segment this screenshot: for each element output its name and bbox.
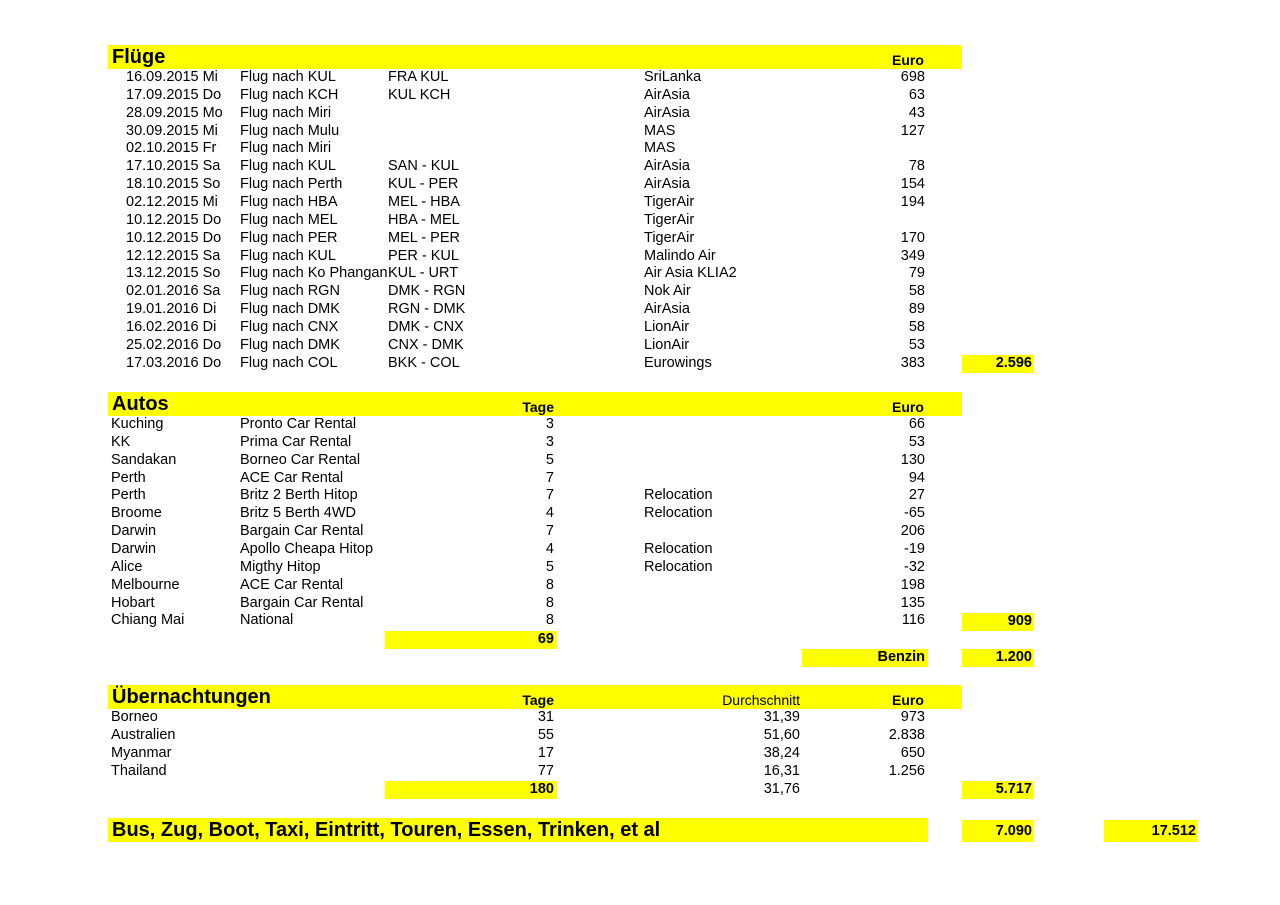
car-company: Britz 2 Berth Hitop — [240, 487, 358, 504]
flight-date: 18.10.2015 So — [126, 176, 221, 193]
car-euro: 130 — [900, 451, 925, 468]
flight-route: FRA KUL — [388, 69, 449, 85]
car-note: Relocation — [644, 540, 713, 557]
flight-route: KUL - PER — [388, 176, 459, 193]
flight-euro: 154 — [900, 176, 925, 193]
flight-date: 12.12.2015 Sa — [126, 247, 221, 264]
flight-airline: AirAsia — [644, 158, 690, 175]
flight-euro: 79 — [908, 265, 925, 282]
stays-total: 5.717 — [995, 781, 1032, 797]
flight-description: Flug nach KUL — [240, 69, 336, 85]
stay-country: Borneo — [111, 709, 158, 725]
stays-euro-header: Euro — [892, 692, 924, 708]
car-days: 7 — [545, 523, 554, 540]
flight-description: Flug nach PER — [240, 229, 338, 246]
stay-average: 31,39 — [763, 709, 800, 725]
car-company: Apollo Cheapa Hitop — [240, 540, 374, 557]
car-place: Alice — [111, 558, 143, 575]
flight-description: Flug nach KUL — [240, 247, 336, 264]
stay-country: Australien — [111, 726, 176, 743]
car-place: Melbourne — [111, 576, 180, 593]
flight-date: 28.09.2015 Mo — [126, 104, 223, 121]
flight-airline: Nok Air — [644, 283, 691, 300]
flight-description: Flug nach DMK — [240, 301, 340, 318]
misc-total: 7.090 — [995, 823, 1032, 839]
flight-route: DMK - CNX — [388, 318, 464, 335]
car-place: Sandakan — [111, 451, 177, 468]
flight-description: Flug nach Mulu — [240, 122, 340, 139]
flight-airline: AirAsia — [644, 301, 690, 318]
stay-days: 55 — [537, 726, 554, 743]
car-euro: 116 — [901, 612, 925, 629]
flight-airline: TigerAir — [644, 193, 695, 210]
cars-title: Autos — [112, 393, 169, 415]
car-place: Darwin — [111, 540, 157, 557]
flight-route: DMK - RGN — [388, 283, 466, 300]
flight-description: Flug nach HBA — [240, 193, 338, 210]
car-company: ACE Car Rental — [240, 469, 344, 486]
stay-days: 31 — [537, 709, 554, 725]
flight-route: HBA - MEL — [388, 211, 460, 228]
car-euro: -32 — [904, 558, 925, 575]
stays-total-days: 180 — [529, 781, 554, 797]
flight-description: Flug nach COL — [240, 354, 338, 371]
flight-euro: 63 — [908, 86, 925, 103]
car-company: Bargain Car Rental — [240, 594, 364, 611]
car-days: 4 — [545, 505, 554, 522]
car-note: Relocation — [644, 505, 713, 522]
car-days: 8 — [545, 576, 554, 593]
flight-date: 16.09.2015 Mi — [126, 69, 218, 85]
flight-route: MEL - HBA — [388, 193, 460, 210]
flight-date: 30.09.2015 Mi — [126, 122, 218, 139]
stays-days-header: Tage — [522, 692, 554, 708]
flight-euro: 58 — [908, 283, 925, 300]
car-place: Hobart — [111, 594, 155, 611]
flights-total: 2.596 — [995, 355, 1032, 371]
flight-euro: 194 — [900, 193, 925, 210]
car-company: Britz 5 Berth 4WD — [240, 505, 357, 522]
flights-header-bar — [108, 45, 962, 69]
flight-description: Flug nach KUL — [240, 158, 336, 175]
flight-date: 02.12.2015 Mi — [126, 193, 218, 210]
car-euro: 94 — [908, 469, 925, 486]
misc-title: Bus, Zug, Boot, Taxi, Eintritt, Touren, Essen, Trinken, et al — [112, 819, 661, 841]
flight-date: 02.01.2016 Sa — [126, 283, 221, 300]
flight-airline: MAS — [644, 140, 676, 157]
flight-route: CNX - DMK — [388, 336, 464, 353]
flight-route: PER - KUL — [388, 247, 459, 264]
flight-airline: MAS — [644, 122, 676, 139]
flight-euro: 58 — [908, 318, 925, 335]
car-company: ACE Car Rental — [240, 576, 344, 593]
flight-euro: 53 — [908, 336, 925, 353]
car-place: Perth — [111, 469, 146, 486]
flight-date: 16.02.2016 Di — [126, 318, 217, 335]
car-days: 3 — [545, 433, 554, 450]
flight-airline: LionAir — [644, 336, 690, 353]
car-place: KK — [111, 433, 131, 450]
car-days: 3 — [545, 416, 554, 432]
flight-euro — [830, 140, 925, 158]
flight-route: MEL - PER — [388, 229, 460, 246]
flight-airline: LionAir — [644, 318, 690, 335]
car-days: 5 — [545, 451, 554, 468]
flight-route: KUL KCH — [388, 86, 451, 103]
car-company: Borneo Car Rental — [240, 451, 361, 468]
flight-airline: SriLanka — [644, 69, 702, 85]
flight-description: Flug nach CNX — [240, 318, 339, 335]
car-days: 5 — [545, 558, 554, 575]
flight-description: Flug nach Miri — [240, 140, 332, 157]
car-place: Darwin — [111, 523, 157, 540]
flight-description: Flug nach KCH — [240, 86, 339, 103]
stay-average: 51,60 — [763, 726, 800, 743]
flight-date: 19.01.2016 Di — [126, 301, 217, 318]
car-euro: 66 — [908, 416, 925, 432]
car-place: Kuching — [111, 416, 164, 432]
flights-title: Flüge — [112, 46, 166, 68]
flight-airline: AirAsia — [644, 86, 690, 103]
flight-description: Flug nach RGN — [240, 283, 340, 300]
flight-euro — [830, 212, 925, 230]
stay-days: 17 — [537, 744, 554, 761]
stay-average: 38,24 — [763, 744, 800, 761]
car-place: Perth — [111, 487, 146, 504]
car-place: Broome — [111, 505, 162, 522]
flight-description: Flug nach Miri — [240, 104, 332, 121]
flight-euro: 78 — [908, 158, 925, 175]
flight-airline: AirAsia — [644, 104, 690, 121]
flight-euro: 170 — [900, 229, 925, 246]
flight-euro: 127 — [900, 122, 925, 139]
stay-average: 16,31 — [763, 762, 800, 779]
stays-total-avg: 31,76 — [763, 781, 800, 797]
flight-description: Flug nach DMK — [240, 336, 340, 353]
car-company: Migthy Hitop — [240, 558, 321, 575]
stays-avg-header: Durchschnitt — [722, 692, 800, 708]
flight-euro: 698 — [900, 69, 925, 85]
flight-date: 10.12.2015 Do — [126, 211, 222, 228]
car-days: 7 — [545, 487, 554, 504]
car-euro: 135 — [900, 594, 925, 611]
flight-airline: AirAsia — [644, 176, 690, 193]
flight-date: 02.10.2015 Fr — [126, 140, 217, 157]
car-days: 8 — [545, 594, 554, 611]
stay-euro: 973 — [900, 709, 925, 725]
flight-date: 10.12.2015 Do — [126, 229, 222, 246]
flight-date: 17.03.2016 Do — [126, 354, 222, 371]
flights-euro-header: Euro — [892, 52, 924, 68]
benzin-total: 1.200 — [995, 649, 1032, 665]
stays-title: Übernachtungen — [112, 686, 271, 708]
car-days: 7 — [545, 469, 554, 486]
cars-total: 909 — [1007, 613, 1032, 629]
car-note: Relocation — [644, 487, 713, 504]
stay-days: 77 — [537, 762, 554, 779]
benzin-label: Benzin — [877, 649, 925, 665]
car-euro: -65 — [904, 505, 925, 522]
flight-route: KUL - URT — [388, 265, 459, 282]
car-company: Pronto Car Rental — [240, 416, 357, 432]
cars-total-days: 69 — [537, 631, 554, 647]
car-euro: -19 — [904, 540, 925, 557]
flight-date: 17.10.2015 Sa — [126, 158, 221, 175]
flight-date: 17.09.2015 Do — [126, 86, 222, 103]
flight-description: Flug nach Perth — [240, 176, 343, 193]
stay-country: Myanmar — [111, 744, 172, 761]
flight-airline: TigerAir — [644, 229, 695, 246]
flight-euro: 349 — [900, 247, 925, 264]
grand-total: 17.512 — [1151, 823, 1196, 839]
car-place: Chiang Mai — [111, 612, 185, 629]
car-euro: 198 — [900, 576, 925, 593]
car-note: Relocation — [644, 558, 713, 575]
flight-euro: 89 — [908, 301, 925, 318]
car-days: 4 — [545, 540, 554, 557]
stay-euro: 650 — [900, 744, 925, 761]
cars-days-header: Tage — [522, 399, 554, 415]
flight-euro: 43 — [908, 104, 925, 121]
car-days: 8 — [545, 612, 554, 629]
car-company: National — [240, 612, 294, 629]
car-euro: 27 — [908, 487, 925, 504]
car-euro: 53 — [908, 433, 925, 450]
car-euro: 206 — [900, 523, 925, 540]
flight-euro: 383 — [900, 354, 925, 371]
cars-euro-header: Euro — [892, 399, 924, 415]
flight-date: 13.12.2015 So — [126, 265, 221, 282]
stay-country: Thailand — [111, 762, 167, 779]
flight-description: Flug nach MEL — [240, 211, 338, 228]
flight-airline: TigerAir — [644, 211, 695, 228]
car-company: Prima Car Rental — [240, 433, 352, 450]
flight-route: BKK - COL — [388, 354, 460, 371]
stay-euro: 2.838 — [888, 726, 925, 743]
flight-route: RGN - DMK — [388, 301, 466, 318]
flight-route: SAN - KUL — [388, 158, 459, 175]
stay-euro: 1.256 — [888, 762, 925, 779]
flight-description: Flug nach Ko Phangan — [240, 265, 388, 282]
flight-airline: Eurowings — [644, 354, 712, 371]
flight-airline: Air Asia KLIA2 — [644, 265, 737, 282]
car-company: Bargain Car Rental — [240, 523, 364, 540]
flight-date: 25.02.2016 Do — [126, 336, 222, 353]
flight-airline: Malindo Air — [644, 247, 716, 264]
